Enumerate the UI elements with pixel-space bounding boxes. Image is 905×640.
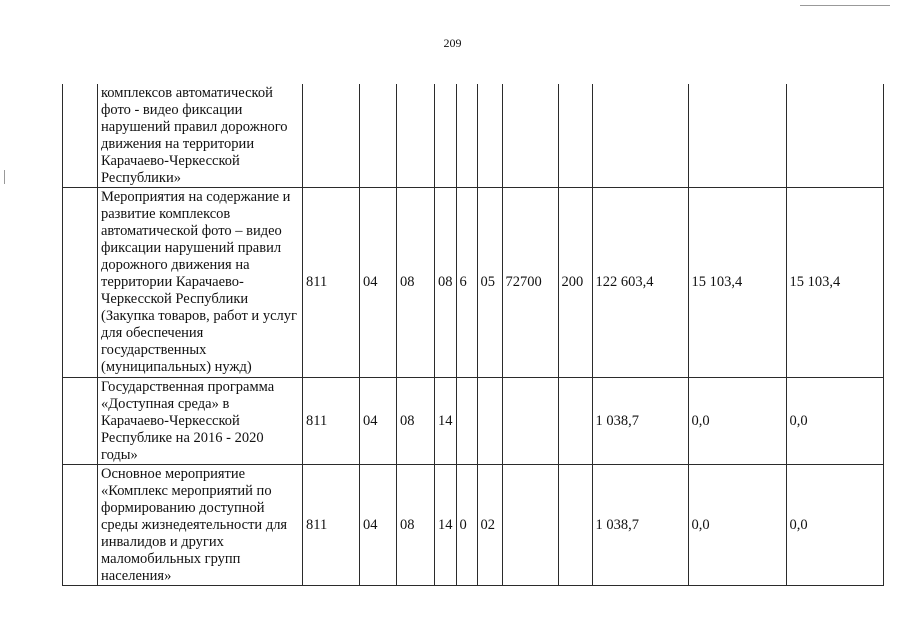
section-cell: 04: [360, 378, 397, 465]
direction-cell: [502, 465, 558, 586]
main-event-cell: 05: [477, 188, 502, 378]
subsection-cell: 08: [397, 378, 435, 465]
table-row: [63, 378, 884, 465]
amount-2019-cell: 122 603,4: [592, 188, 688, 378]
expense-type-cell: [558, 84, 592, 188]
description-cell: Мероприятия на содержание и развитие комплексов автоматической фото – видео фиксации нарушений правил дорожного движения на территории Карачаево-Черкесской Республики (Закупка товаров, работ и услуг для обеспечения государственных (муниципальных) нужд): [98, 188, 303, 378]
subprogram-cell: [456, 84, 477, 188]
ministry-cell: 811: [303, 188, 360, 378]
amount-2020-cell: 0,0: [688, 465, 786, 586]
budget-table: [62, 84, 884, 586]
description-cell: Государственная программа «Доступная среда» в Карачаево-Черкесской Республике на 2016 - 2020 годы»: [98, 378, 303, 465]
subprogram-cell: [456, 378, 477, 465]
number-cell: [63, 84, 98, 188]
amount-2021-cell: 0,0: [786, 465, 883, 586]
amount-2019-cell: [592, 84, 688, 188]
amount-2020-cell: [688, 84, 786, 188]
ministry-cell: 811: [303, 378, 360, 465]
program-cell: [435, 84, 457, 188]
table-row: [63, 188, 884, 378]
section-cell: 04: [360, 188, 397, 378]
number-cell: [63, 378, 98, 465]
subsection-cell: 08: [397, 188, 435, 378]
page-number: 209: [443, 36, 462, 50]
description-cell: комплексов автоматической фото - видео фиксации нарушений правил дорожного движения на территории Карачаево-Черкесской Республики»: [98, 84, 303, 188]
amount-2021-cell: [786, 84, 883, 188]
expense-type-cell: 200: [558, 188, 592, 378]
program-cell: 14: [435, 378, 457, 465]
amount-2020-cell: 0,0: [688, 378, 786, 465]
number-cell: [63, 465, 98, 586]
amount-2020-cell: 15 103,4: [688, 188, 786, 378]
program-cell: 14: [435, 465, 457, 586]
subsection-cell: [397, 84, 435, 188]
direction-cell: [502, 84, 558, 188]
expense-type-cell: [558, 465, 592, 586]
table-row: [63, 465, 884, 586]
amount-2021-cell: 15 103,4: [786, 188, 883, 378]
scan-edge-mark: [800, 5, 890, 6]
subprogram-cell: 0: [456, 465, 477, 586]
scan-edge-mark: [4, 170, 5, 184]
number-cell: [63, 188, 98, 378]
section-cell: [360, 84, 397, 188]
amount-2019-cell: 1 038,7: [592, 465, 688, 586]
description-cell: Основное мероприятие «Комплекс мероприятий по формированию доступной среды жизнедеятельности для инвалидов и других маломобильных групп населения»: [98, 465, 303, 586]
main-event-cell: [477, 378, 502, 465]
ministry-cell: 811: [303, 465, 360, 586]
expense-type-cell: [558, 378, 592, 465]
program-cell: 08: [435, 188, 457, 378]
amount-2019-cell: 1 038,7: [592, 378, 688, 465]
direction-cell: 72700: [502, 188, 558, 378]
table-row: [63, 84, 884, 188]
amount-2021-cell: 0,0: [786, 378, 883, 465]
main-event-cell: [477, 84, 502, 188]
main-event-cell: 02: [477, 465, 502, 586]
subsection-cell: 08: [397, 465, 435, 586]
section-cell: 04: [360, 465, 397, 586]
direction-cell: [502, 378, 558, 465]
ministry-cell: [303, 84, 360, 188]
subprogram-cell: 6: [456, 188, 477, 378]
